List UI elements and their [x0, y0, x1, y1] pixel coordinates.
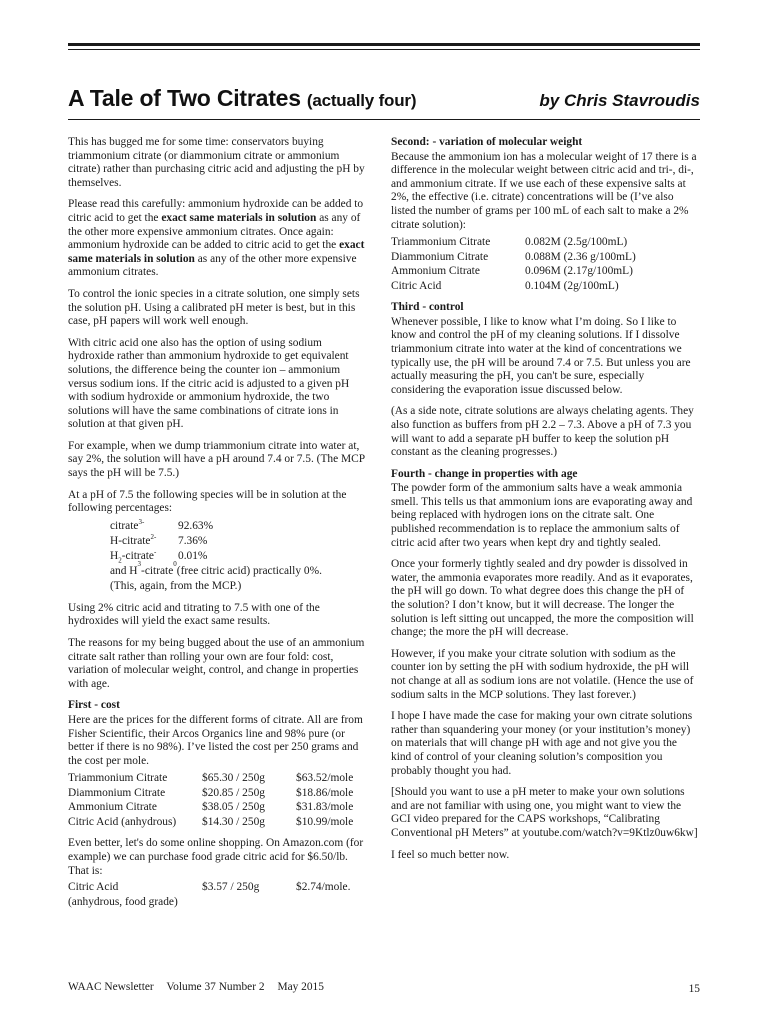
- cost-name: Citric Acid (anhydrous): [68, 815, 177, 828]
- mw-value: 0.088M (2.36 g/100mL): [525, 250, 636, 263]
- mw-name: Diammonium Citrate: [391, 250, 489, 263]
- species-charge: 2-: [150, 533, 157, 542]
- mw-name: Triammonium Citrate: [391, 236, 491, 249]
- cost-name: Triammonium Citrate: [68, 772, 168, 785]
- paragraph: Using 2% citric acid and titrating to 7.5 with one of the hydroxides will yield the exact same results.: [68, 601, 320, 628]
- section-heading-age: Fourth - change in properties with age: [391, 467, 578, 480]
- paragraph: The powder form of the ammonium salts have a weak ammonia smell. This tells us that ammonium ions are evaporating away and being replaced with hydrogen ions on the citrate salt. One published recommendation is to replace the ammonium salts of citric acid after two years when kept dry and tightly sealed.: [391, 482, 693, 549]
- text-run: as any of the other more expensive ammonium citrates.: [68, 252, 357, 279]
- note-text: and H: [110, 564, 138, 577]
- paragraph: However, if you make your citrate solution with sodium as the counter ion by setting the pH with sodium hydroxide, the pH will not change at all as sodium ions are not volatile. (Hence the use of sodium salts in the MCP solutions. They last forever.): [391, 647, 694, 701]
- table-row: [68, 771, 353, 786]
- table-row: [68, 895, 350, 910]
- cost-price: $38.05 / 250g: [202, 801, 265, 814]
- amazon-name: Citric Acid: [68, 881, 119, 894]
- paragraph: With citric acid one also has the option of using sodium hydroxide rather than ammonium hydroxide to get equivalent solutions, the difference being the counter ion – ammonium versus sodium ions. If the citric acid is adjusted to a given pH with sodium hydroxide or ammonium hydroxide, the two solutions will have the same combinations of citrate ions in solution at that given pH.: [68, 336, 350, 431]
- species-prefix: H: [110, 549, 119, 562]
- paragraph: For example, when we dump triammonium citrate into water at, say 2%, the solution will have a pH around 7.4 or 7.5. (The MCP says the pH will be 7.5.): [68, 439, 365, 480]
- paragraph: (As a side note, citrate solutions are always chelating agents. They also function as buffers from pH 2.2 – 7.3. Above a pH of 7.3 you will want to add a separate pH buffer to keep the solution pH constant as the cleaning progresses.): [391, 405, 694, 459]
- section-heading-molecular-weight: Second: - variation of molecular weight: [391, 136, 583, 148]
- note-text: -citrate: [141, 564, 174, 577]
- right-column: [391, 136, 700, 870]
- paragraph: [68, 198, 368, 280]
- page-number: 15: [688, 983, 700, 995]
- table-row: [68, 815, 353, 830]
- article-subtitle: (actually four): [306, 91, 417, 110]
- paragraph: At a pH of 7.5 the following species will be in solution at the following percentages:: [68, 488, 347, 515]
- mw-value: 0.104M (2g/100mL): [525, 279, 619, 292]
- article-byline: by Chris Stavroudis: [539, 91, 700, 110]
- paragraph: Once your formerly tightly sealed and dry powder is dissolved in water, the ammonia evaporates more readily. And as it evaporates, the pH will go down. To what degree does this change the pH of the solution? I don’t know, but it will decrease. The longer the solution is left sitting out uncapped, the more the composition will change; the more the pH will decrease.: [391, 558, 694, 639]
- cost-name: Diammonium Citrate: [68, 786, 166, 799]
- table-row: [391, 250, 636, 265]
- page-footer: [68, 981, 700, 997]
- footer-publication: [68, 981, 334, 993]
- bold-text: exact same materials in solution: [68, 239, 365, 265]
- amazon-price: $3.57 / 250g: [202, 881, 260, 894]
- table-row: [68, 800, 353, 815]
- header-rule: [68, 119, 700, 120]
- paragraph: The reasons for my being bugged about the use of an ammonium citrate salt rather than rolling your own are four fold: cost, variation of molecular weight, control, and change in properties with age.: [68, 637, 365, 690]
- paragraph: I feel so much better now.: [391, 848, 510, 861]
- table-row: [391, 264, 636, 279]
- species-name: [110, 519, 178, 534]
- cost-name: Ammonium Citrate: [68, 801, 157, 814]
- mw-value: 0.082M (2.5g/100mL): [525, 236, 628, 249]
- table-row: [391, 279, 636, 294]
- species-source-note: (This, again, from the MCP.): [110, 579, 242, 592]
- article-title: [68, 85, 416, 112]
- species-value: 7.36%: [178, 534, 208, 547]
- amazon-per-mole: $2.74/mole.: [296, 881, 351, 894]
- mw-value: 0.096M (2.17g/100mL): [525, 265, 633, 278]
- section-heading-control: Third - control: [391, 301, 464, 314]
- species-row: [110, 549, 368, 564]
- title-text: A Tale of Two Citrates: [68, 85, 301, 111]
- footer-newsletter: WAAC Newsletter: [68, 981, 154, 993]
- amazon-table: [68, 880, 350, 909]
- paragraph: Even better, let's do some online shopping. On Amazon.com (for example) we can purchase food grade citric acid for $6.50/lb. That is:: [68, 837, 364, 877]
- table-row: [391, 235, 636, 250]
- species-label: -citrate: [121, 549, 154, 562]
- cost-price: $20.85 / 250g: [202, 786, 265, 799]
- left-column: [68, 136, 368, 909]
- bold-text: exact same materials in solution: [161, 211, 317, 224]
- cost-per-mole: $31.83/mole: [296, 801, 354, 814]
- mw-name: Ammonium Citrate: [391, 265, 480, 278]
- species-list: [110, 519, 368, 594]
- footer-volume: Volume 37 Number 2: [166, 981, 265, 993]
- paragraph: This has bugged me for some time: conservators buying triammonium citrate (or diammonium citrate or ammonium citrate) rather than purchasing citric acid and adjusting the pH by themselves.: [68, 136, 365, 189]
- paragraph: I hope I have made the case for making your own citrate solutions rather than squandering your money (or your institution’s money) on materials that will change pH with age and not give you the kind of control of your cleaning solution’s composition you probably thought you had.: [391, 710, 693, 777]
- paragraph: To control the ionic species in a citrate solution, one simply sets the solution pH. Using a calibrated pH meter is best, but in this case, pH papers will work well enough.: [68, 287, 360, 328]
- paragraph: Because the ammonium ion has a molecular weight of 17 there is a difference in the molecular weight between citric acid and tri-, di-, and ammonium citrate. If we use each of these expensive salts at 2%, the effective (i.e. citrate) concentrations will be (I’ve also listed the number of grams per 100 mL of each salt to make a 2% citrate solution):: [391, 150, 697, 231]
- species-name: [110, 549, 178, 564]
- text-run: as any of the other more expensive ammonium citrates. Once again: ammonium hydroxide can be added to citric acid to get the: [68, 211, 361, 252]
- species-label: citrate: [110, 519, 139, 532]
- footer-date: May 2015: [277, 981, 324, 993]
- cost-per-mole: $18.86/mole: [296, 786, 354, 799]
- note-superscript: 0: [173, 559, 177, 568]
- section-heading-cost: First - cost: [68, 699, 120, 712]
- table-row: [68, 786, 353, 801]
- paragraph: [Should you want to use a pH meter to make your own solutions and are not familiar with using one, you might want to view the GCI video prepared for the CAPS workshops, “Calibrating Conventional pH Meters” at youtube.com/watch?v=9Ktlz0uw6kw]: [391, 786, 698, 839]
- article-header: [68, 85, 700, 116]
- species-charge: -: [153, 548, 157, 557]
- species-name: [110, 534, 178, 549]
- mw-name: Citric Acid: [391, 279, 442, 292]
- species-label: H-citrate: [110, 534, 151, 547]
- paragraph: Whenever possible, I like to know what I’m doing. So I like to know and control the pH of my cleaning solutions. If I dissolve triammonium citrate into water at the kind of concentrations we typically use, the pH will be around 7.4 or 7.5. But unless you are actually measuring the pH, you can't be sure, especially considering the evaporation issue discussed below.: [391, 315, 691, 396]
- cost-per-mole: $63.52/mole: [296, 772, 354, 785]
- species-subscript: 2: [118, 556, 122, 565]
- cost-per-mole: $10.99/mole: [296, 815, 354, 828]
- top-rule-thin: [68, 49, 700, 50]
- species-note: [110, 559, 368, 579]
- note-subscript: 3: [137, 559, 142, 568]
- top-rule-thick: [68, 43, 700, 46]
- species-row: [110, 519, 368, 534]
- paragraph: Here are the prices for the different forms of citrate. All are from Fisher Scientific, their Arcos Organics line and 98% pure (or better if there is no 98%). I’ve listed the cost per 250 grams and the cost per mole.: [68, 714, 363, 767]
- note-text: (free citric acid) practically 0%.: [176, 564, 322, 577]
- species-charge: 3-: [138, 518, 145, 527]
- table-row: [68, 880, 350, 895]
- species-value: 0.01%: [178, 549, 208, 562]
- cost-price: $65.30 / 250g: [202, 772, 265, 785]
- species-row: [110, 534, 368, 549]
- species-value: 92.63%: [178, 519, 214, 532]
- text-run: Please read this carefully: ammonium hydroxide can be added to citric acid to get the: [68, 198, 364, 224]
- cost-table: [68, 771, 353, 829]
- cost-price: $14.30 / 250g: [202, 815, 265, 828]
- molecular-weight-table: [391, 235, 636, 293]
- amazon-note: (anhydrous, food grade): [68, 895, 178, 908]
